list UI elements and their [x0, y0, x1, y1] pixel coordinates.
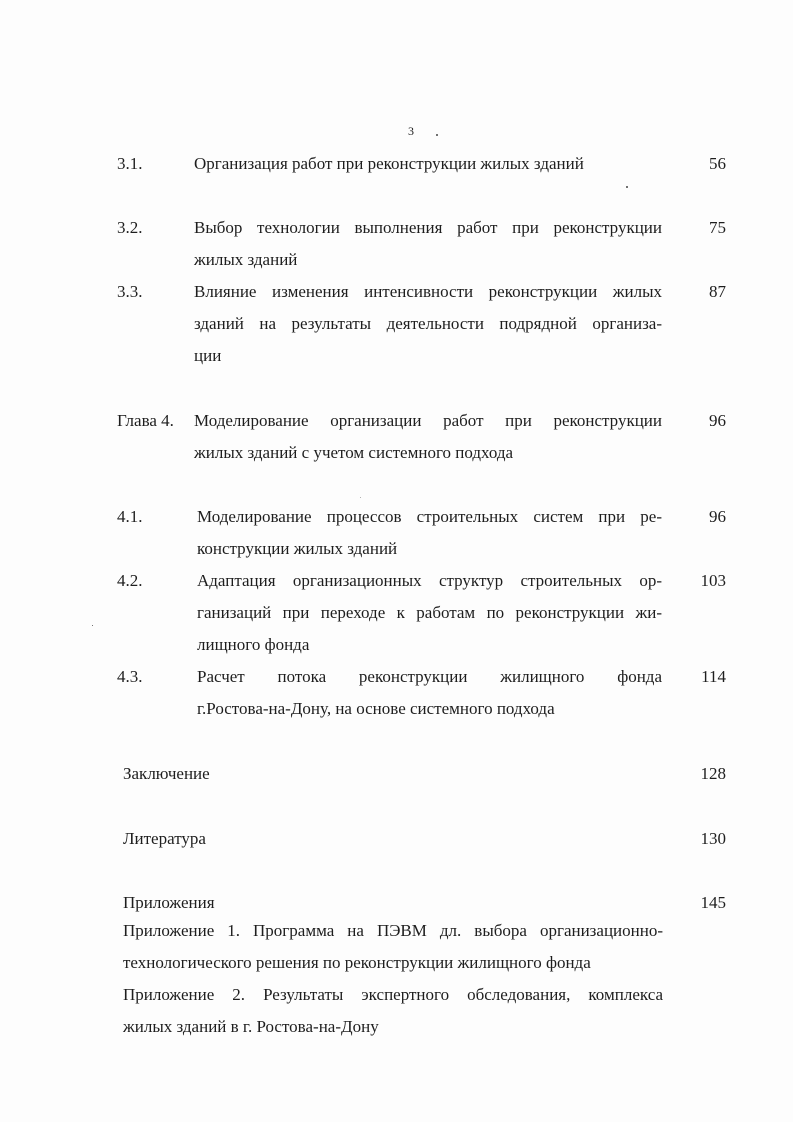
toc-title-line: ганизаций при переходе к работам по реконструкции жи- — [197, 603, 662, 622]
toc-title-line: Выбор технологии выполнения работ при реконструкции — [194, 218, 662, 237]
toc-title-line: ции — [194, 346, 222, 365]
toc-title-line: жилых зданий с учетом системного подхода — [194, 443, 514, 462]
appendix-line: Приложение 2. Результаты экспертного обследования, комплекса — [123, 985, 663, 1004]
toc-entry-number: 3.1. — [117, 154, 143, 173]
toc-title-line: лищного фонда — [197, 635, 310, 654]
toc-entry-number: 3.2. — [117, 218, 143, 237]
toc-title-line: Адаптация организационных структур строительных ор- — [197, 571, 662, 590]
toc-entry-page: 56 — [709, 154, 726, 173]
toc-title-line: Моделирование процессов строительных систем при ре- — [197, 507, 662, 526]
toc-entry-title — [194, 276, 662, 372]
toc-entry-page: 114 — [701, 667, 726, 686]
toc-title-line: Организация работ при реконструкции жилых зданий — [194, 154, 584, 173]
toc-entry-page: 96 — [709, 507, 726, 526]
scan-speck — [626, 186, 628, 188]
toc-entry-title: Приложения — [123, 893, 215, 912]
toc-entry-number: 4.3. — [117, 667, 143, 686]
toc-entry-title — [194, 148, 662, 180]
toc-entry-number: Глава 4. — [117, 411, 174, 430]
page-number: 3 — [408, 124, 415, 138]
scan-speck — [360, 497, 361, 498]
appendix-line: Приложение 1. Программа на ПЭВМ дл. выбора организационно- — [123, 921, 663, 940]
toc-entry-page: 130 — [700, 829, 726, 848]
toc-title-line: г.Ростова-на-Дону, на основе системного подхода — [197, 699, 555, 718]
toc-entry-page: 128 — [700, 764, 726, 783]
toc-title-line: Влияние изменения интенсивности реконструкции жилых — [194, 282, 662, 301]
appendix-list — [123, 915, 663, 1043]
toc-entry-title: Литература — [123, 829, 206, 848]
toc-entry-title — [194, 405, 662, 469]
toc-entry-page: 103 — [700, 571, 726, 590]
toc-entry-page: 87 — [709, 282, 726, 301]
toc-title-line: Расчет потока реконструкции жилищного фонда — [197, 667, 662, 686]
toc-entry-number: 4.1. — [117, 507, 143, 526]
toc-entry-title — [197, 501, 662, 565]
toc-entry-page: 145 — [700, 893, 726, 912]
toc-title-line: Моделирование организации работ при реконструкции — [194, 411, 662, 430]
toc-entry-title — [194, 212, 662, 276]
toc-entry-title — [197, 565, 662, 661]
toc-entry-number: 4.2. — [117, 571, 143, 590]
scan-speck — [92, 625, 93, 626]
toc-entry-title — [197, 661, 662, 725]
toc-entry-title: Заключение — [123, 764, 210, 783]
appendix-line: технологического решения по реконструкции жилищного фонда — [123, 953, 591, 972]
toc-title-line: зданий на результаты деятельности подрядной организа- — [194, 314, 662, 333]
appendix-line: жилых зданий в г. Ростова-на-Дону — [123, 1017, 379, 1036]
toc-entry-page: 75 — [709, 218, 726, 237]
toc-entry-number: 3.3. — [117, 282, 143, 301]
toc-entry-page: 96 — [709, 411, 726, 430]
toc-title-line: жилых зданий — [194, 250, 298, 269]
toc-title-line: конструкции жилых зданий — [197, 539, 398, 558]
scan-speck — [436, 134, 438, 136]
